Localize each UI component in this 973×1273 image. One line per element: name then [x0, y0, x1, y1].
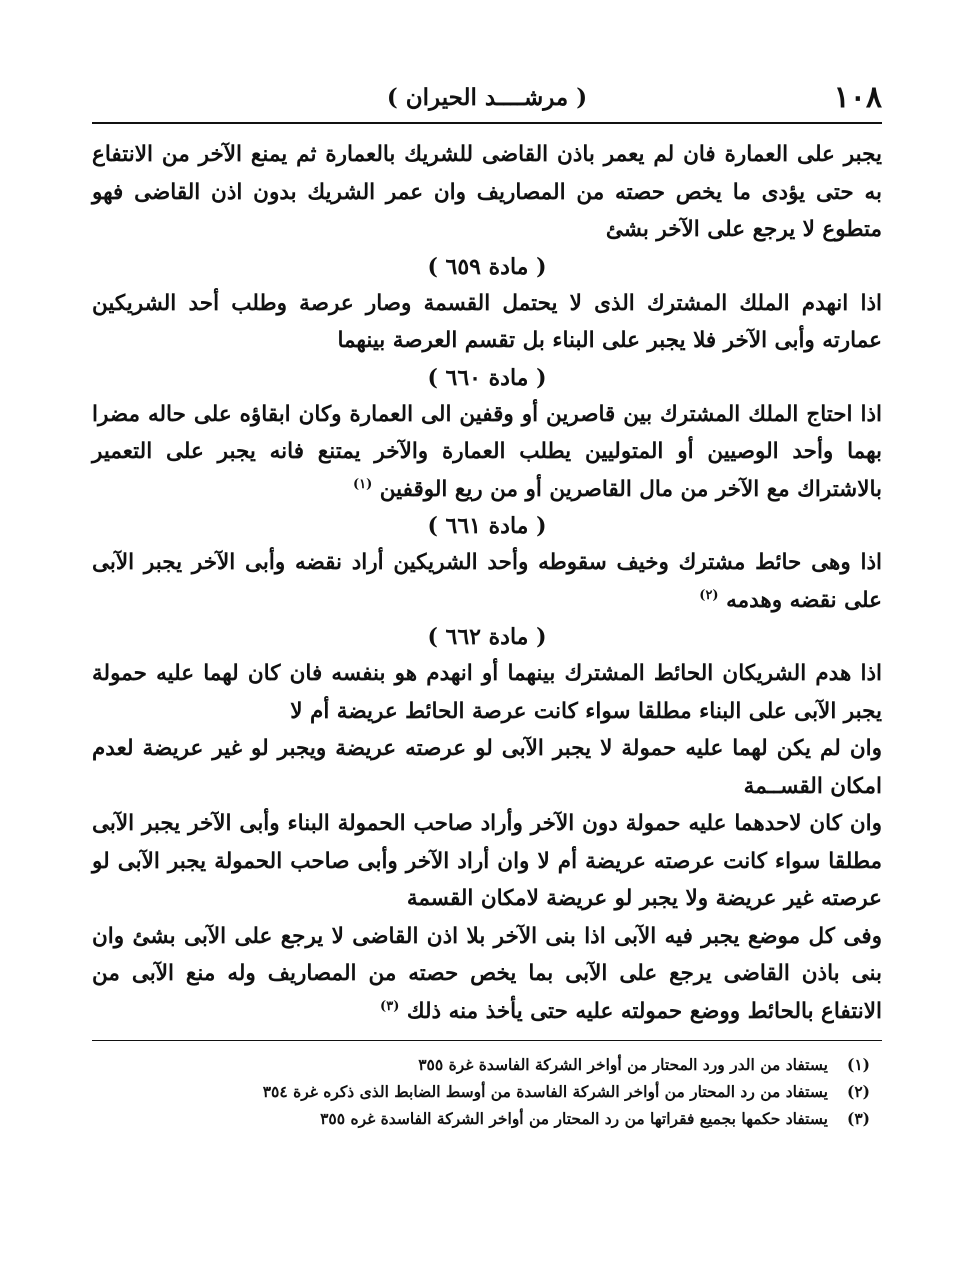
footnote-mark: (٣)	[846, 1109, 870, 1128]
footnote-mark: (١)	[846, 1055, 870, 1074]
body-text	[92, 136, 882, 1030]
article-text-662-p1: اذا هدم الشريكان الحائط المشترك بينهما أو انهدم هو بنفسه فان كان لهما عليه حمولة يجبر الآبى على البناء مطلقا سواء كانت عرصة الحائط عريضة أم لا	[92, 661, 882, 724]
footnote-text: يستفاد من رد المحتار من أواخر الشركة الفاسدة من أوسط الضابط الذى ذكره غرة ٣٥٤	[262, 1082, 828, 1101]
article-text-662-p3: وان كان لاحدهما عليه حمولة دون الآخر وأراد صاحب الحمولة البناء وأبى الآخر يجبر الآبى مطلقا سواء كانت عرصته عريضة أم لا وان أراد الآخر وأبى صاحب الحمولة يجبر الآبى لو عرصته غير عريضة ولا يجبر لو عريضة لامكان القسمة	[92, 811, 882, 911]
article-text-659: اذا انهدم الملك المشترك الذى لا يحتمل القسمة وصار عرصة وطلب أحد الشريكين عمارته وأبى الآخر فلا يجبر على البناء بل تقسم العرصة بينهما	[92, 290, 882, 353]
article-text-662-p4: وفى كل موضع يجبر فيه الآبى اذا بنى الآخر بلا اذن القاضى لا يرجع على الآبى بشئ وان بنى باذن القاضى يرجع على الآبى بما يخص حصته من المصاريف وله منع الآبى من الانتفاع بالحائط ووضع حمولته عليه حتى يأخذ منه ذلك	[92, 923, 882, 1024]
paragraph-continuation: يجبر على العمارة فان لم يعمر باذن القاضى للشريك بالعمارة ثم يمنع الآخر من الانتفاع به حتى يؤدى ما يخص حصته من المصاريف وان عمر الشريك بدون اذن القاضى فهو متطوع لا يرجع على الآخر بشئ	[92, 142, 882, 242]
footnote-item	[92, 1078, 870, 1105]
book-page	[92, 78, 882, 1132]
footnote-text: يستفاد من الدر ورد المحتار من أواخر الشركة الفاسدة غرة ٣٥٥	[418, 1055, 828, 1074]
article-heading-661: ( مادة ٦٦١ )	[427, 513, 547, 539]
footnote-ref-2: (٢)	[699, 587, 719, 603]
footnote-text: يستفاد حكمها بجميع فقراتها من رد المحتار من أواخر الشركة الفاسدة غره ٣٥٥	[320, 1109, 828, 1128]
footnote-item	[92, 1051, 870, 1078]
footnote-ref-3: (٣)	[380, 998, 400, 1014]
footnote-ref-1: (١)	[352, 476, 373, 492]
article-text-662-p4-container	[92, 918, 882, 1031]
article-heading-659: ( مادة ٦٥٩ )	[427, 253, 547, 280]
article-text-660-container	[92, 396, 882, 509]
footnote-item	[92, 1105, 870, 1132]
running-title: ( مرشــــد الحيران )	[386, 84, 588, 111]
footnote-rule	[92, 1040, 882, 1041]
article-text-662-p2: وان لم يكن لهما عليه حمولة لا يجبر الآبى لو عرصته عريضة ويجبر لو غير عريضة لعدم امكان القســمة	[92, 736, 882, 799]
article-heading-662: ( مادة ٦٦٢ )	[427, 624, 547, 650]
page-number: ١٠٨	[833, 80, 882, 115]
article-text-660: اذا احتاج الملك المشترك بين قاصرين أو وقفين الى العمارة وكان ابقاؤه على حاله مضرا بهما وأحد الوصيين أو المتوليين يطلب العمارة والآخر يمتنع فانه يجبر على التعمير بالاشتراك مع الآخر من مال القاصرين أو من ريع الوقفين	[92, 401, 882, 502]
article-heading-660: ( مادة ٦٦٠ )	[427, 364, 547, 391]
footnotes	[92, 1051, 882, 1132]
article-text-661-container	[92, 544, 882, 619]
page-header	[92, 78, 882, 124]
footnote-mark: (٢)	[846, 1082, 870, 1101]
article-text-661: اذا وهى حائط مشترك وخيف سقوطه وأحد الشريكين أراد نقضه وأبى الآخر يجبر الآبى على نقضه وهدمه	[92, 550, 882, 613]
header-rule	[92, 122, 882, 124]
